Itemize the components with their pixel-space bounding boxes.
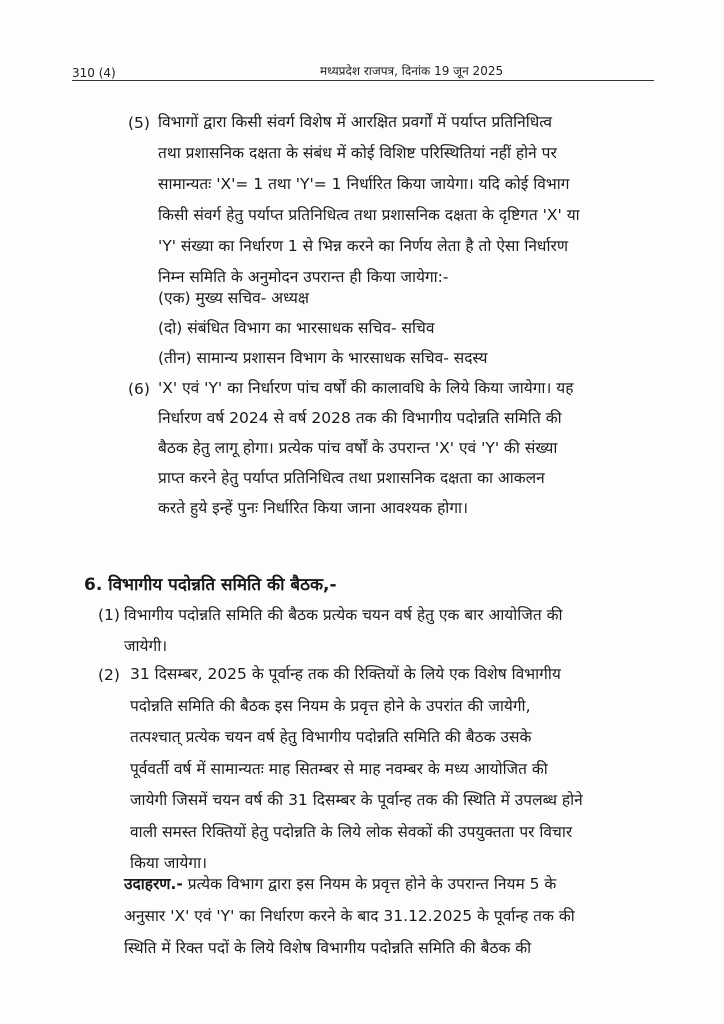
- item-2-line: किया जायेगा।: [130, 854, 207, 872]
- example-label: उदाहरण.-: [124, 875, 183, 893]
- item-1-text: [124, 600, 654, 662]
- clause-6-line: 'X' एवं 'Y' का निर्धारण पांच वर्षों की कालावधि के लिये किया जायेगा। यह: [158, 379, 574, 397]
- item-2-number: (2): [98, 666, 120, 684]
- item-2-line: वाली समस्त रिक्तियों हेतु पदोन्नति के लिये लोक सेवकों की उपयुक्तता पर विचार: [130, 822, 573, 841]
- item-2-line: जायेगी जिसमें चयन वर्ष की 31 दिसम्बर के पूर्वान्ह तक की स्थिति में उपलब्ध होने: [130, 791, 583, 809]
- example-paragraph: [124, 868, 659, 964]
- header-rule: [72, 80, 654, 81]
- item-2-line: पदोन्नति समिति की बैठक इस नियम के प्रवृत्त होने के उपरांत की जायेगी,: [130, 696, 531, 715]
- section-6-heading: 6. विभागीय पदोन्नति समिति की बैठक,-: [84, 575, 337, 595]
- example-line: स्थिति में रिक्त पदों के लिये विशेष विभागीय पदोन्नति समिति की बैठक की: [124, 939, 532, 957]
- clause-5-text: [158, 107, 658, 293]
- item-1-line: विभागीय पदोन्नति समिति की बैठक प्रत्येक चयन वर्ष हेतु एक बार आयोजित की: [124, 606, 563, 624]
- clause-5-line: विभागों द्वारा किसी संवर्ग विशेष में आरक्षित प्रवर्गों में पर्याप्त प्रतिनिधित्व: [158, 113, 553, 131]
- example-line: अनुसार 'X' एवं 'Y' का निर्धारण करने के बाद 31.12.2025 के पूर्वान्ह तक की: [124, 907, 575, 925]
- clause-5-line: किसी संवर्ग हेतु पर्याप्त प्रतिनिधित्व तथा प्रशासनिक दक्षता के दृष्टिगत 'X' या: [158, 206, 580, 224]
- item-2-line: 31 दिसम्बर, 2025 के पूर्वान्ह तक की रिक्तियों के लिये एक विशेष विभागीय: [130, 665, 561, 683]
- clause-6-text: [158, 373, 658, 523]
- committee-list: [158, 283, 658, 373]
- clause-5-line: सामान्यतः 'X'= 1 तथा 'Y'= 1 निर्धारित किया जायेगा। यदि कोई विभाग: [158, 175, 570, 193]
- item-1-line: जायेगी।: [124, 637, 168, 655]
- example-line: प्रत्येक विभाग द्वारा इस नियम के प्रवृत्त होने के उपरान्त नियम 5 के: [187, 875, 557, 893]
- item-1-number: (1): [98, 606, 120, 624]
- clause-6-line: बैठक हेतु लागू होगा। प्रत्येक पांच वर्षों के उपरान्त 'X' एवं 'Y' की संख्या: [158, 439, 558, 457]
- item-2-line: तत्पश्चात् प्रत्येक चयन वर्ष हेतु विभागीय पदोन्नति समिति की बैठक उसके: [130, 728, 532, 746]
- clause-6-line: प्राप्त करने हेतु पर्याप्त प्रतिनिधित्व तथा प्रशासनिक दक्षता का आकलन: [158, 469, 545, 487]
- clause-5-line: 'Y' संख्या का निर्धारण 1 से भिन्न करने का निर्णय लेता है तो ऐसा निर्धारण: [158, 237, 569, 255]
- clause-5-line: निम्न समिति के अनुमोदन उपरान्त ही किया जायेगा:-: [158, 268, 449, 286]
- clause-6-number: (6): [128, 380, 150, 398]
- page-number: 310 (4): [72, 66, 116, 80]
- clause-6-line: करते हुये इन्हें पुनः निर्धारित किया जाना आवश्यक होगा।: [158, 499, 468, 517]
- item-2-text: [130, 659, 660, 880]
- clause-6-line: निर्धारण वर्ष 2024 से वर्ष 2028 तक की विभागीय पदोन्नति समिति की: [158, 409, 562, 427]
- clause-5-line: तथा प्रशासनिक दक्षता के संबंध में कोई विशिष्ट परिस्थितियां नहीं होने पर: [158, 144, 557, 162]
- item-2-line: पूर्ववर्ती वर्ष में सामान्यतः माह सितम्बर से माह नवम्बर के मध्य आयोजित की: [130, 759, 548, 778]
- committee-member-chair: (एक) मुख्य सचिव- अध्यक्ष: [158, 289, 309, 307]
- clause-5-number: (5): [128, 114, 150, 132]
- committee-member-member: (तीन) सामान्य प्रशासन विभाग के भारसाधक सचिव- सदस्य: [158, 349, 488, 367]
- page-header: [72, 62, 654, 82]
- committee-member-secretary: (दो) संबंधित विभाग का भारसाधक सचिव- सचिव: [158, 319, 435, 337]
- gazette-title: मध्यप्रदेश राजपत्र, दिनांक 19 जून 2025: [320, 64, 504, 78]
